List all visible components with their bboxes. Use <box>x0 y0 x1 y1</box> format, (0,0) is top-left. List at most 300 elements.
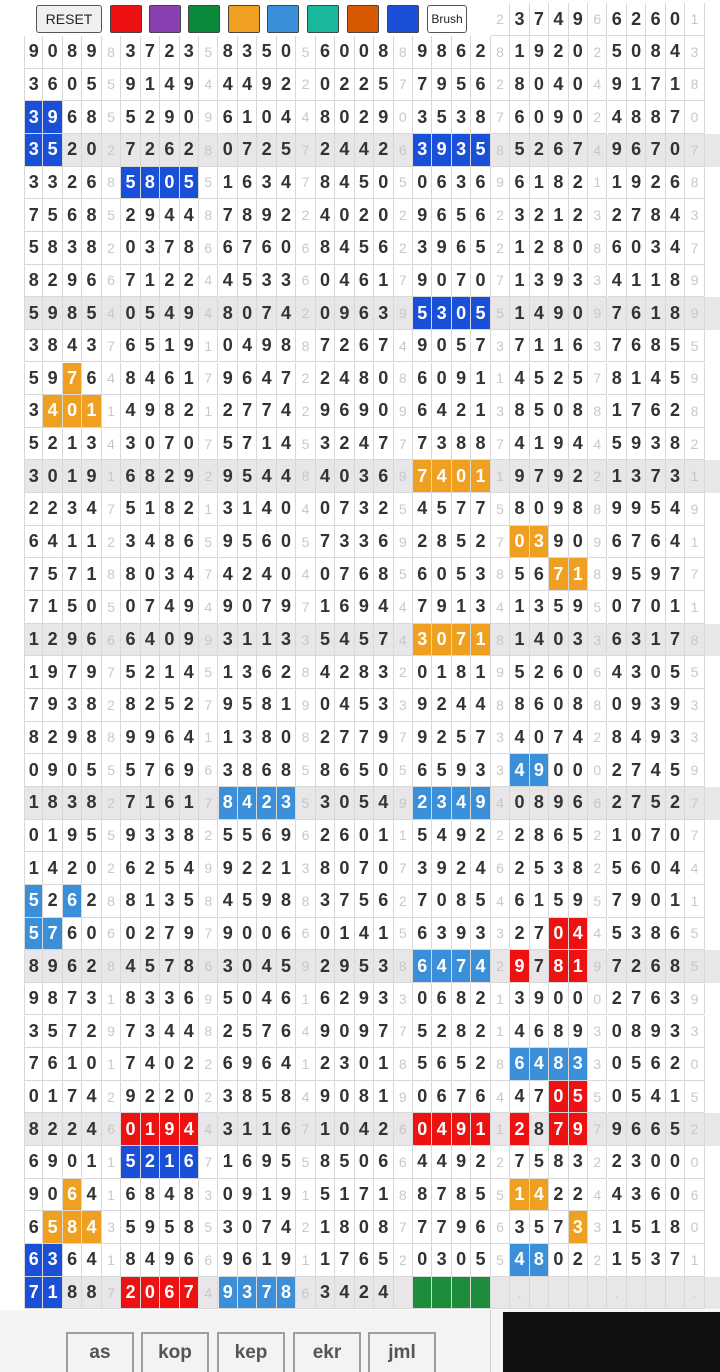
grid-cell[interactable]: 0 <box>374 199 393 232</box>
grid-cell[interactable]: 2 <box>43 493 62 526</box>
grid-cell[interactable]: 9 <box>180 754 199 787</box>
grid-cell[interactable]: 1 <box>510 297 529 330</box>
grid-cell[interactable]: 9 <box>63 820 82 853</box>
grid-cell[interactable]: 0 <box>316 918 335 951</box>
grid-cell[interactable]: 6 <box>82 624 101 657</box>
grid-cell[interactable]: 7 <box>219 199 238 232</box>
grid-cell[interactable]: 8 <box>685 624 704 657</box>
grid-cell[interactable]: 4 <box>82 1211 101 1244</box>
grid-cell[interactable]: 3 <box>219 754 238 787</box>
grid-cell[interactable]: 3 <box>141 820 160 853</box>
grid-cell[interactable]: 4 <box>238 787 257 820</box>
grid-cell[interactable]: 9 <box>685 363 704 396</box>
grid-cell[interactable]: 1 <box>180 787 199 820</box>
grid-cell[interactable]: 1 <box>608 395 627 428</box>
grid-cell[interactable]: 2 <box>43 1113 62 1146</box>
grid-cell[interactable]: 2 <box>180 689 199 722</box>
grid-cell[interactable]: 8 <box>238 1081 257 1114</box>
grid-cell[interactable]: 1 <box>646 265 665 298</box>
grid-cell[interactable]: 6 <box>491 852 510 885</box>
grid-cell[interactable]: 5 <box>666 330 685 363</box>
grid-cell[interactable]: 7 <box>394 722 413 755</box>
grid-cell[interactable]: 5 <box>121 101 140 134</box>
grid-cell[interactable]: 1 <box>277 689 296 722</box>
grid-cell[interactable]: 9 <box>219 526 238 559</box>
grid-cell[interactable]: 2 <box>588 852 607 885</box>
grid-cell[interactable]: 4 <box>510 363 529 396</box>
grid-cell[interactable]: 6 <box>608 526 627 559</box>
grid-cell[interactable]: 5 <box>296 754 315 787</box>
grid-cell[interactable]: 8 <box>316 232 335 265</box>
grid-cell[interactable]: 5 <box>238 885 257 918</box>
grid-cell[interactable]: 9 <box>432 591 451 624</box>
grid-cell[interactable]: 1 <box>491 1113 510 1146</box>
grid-cell[interactable]: 4 <box>296 493 315 526</box>
grid-cell[interactable]: 7 <box>316 526 335 559</box>
grid-cell[interactable]: 9 <box>549 526 568 559</box>
grid-cell[interactable]: 1 <box>471 656 490 689</box>
grid-cell[interactable]: 4 <box>432 950 451 983</box>
grid-cell[interactable]: 8 <box>257 722 276 755</box>
grid-cell[interactable]: 4 <box>666 36 685 69</box>
grid-cell[interactable]: 3 <box>24 330 43 363</box>
grid-cell[interactable]: 2 <box>24 493 43 526</box>
grid-cell[interactable]: 4 <box>355 1113 374 1146</box>
grid-cell[interactable]: 5 <box>219 820 238 853</box>
grid-cell[interactable]: 8 <box>82 689 101 722</box>
grid-cell[interactable]: 1 <box>374 1179 393 1212</box>
grid-cell[interactable]: 2 <box>471 526 490 559</box>
grid-cell[interactable]: 6 <box>82 265 101 298</box>
grid-cell[interactable]: 4 <box>491 787 510 820</box>
grid-cell[interactable]: 4 <box>335 265 354 298</box>
grid-cell[interactable]: 6 <box>24 1211 43 1244</box>
grid-cell[interactable]: 2 <box>141 689 160 722</box>
grid-cell[interactable]: 1 <box>335 918 354 951</box>
grid-cell[interactable]: 0 <box>627 232 646 265</box>
grid-cell[interactable]: 3 <box>627 656 646 689</box>
grid-cell[interactable]: 0 <box>277 36 296 69</box>
grid-cell[interactable]: 4 <box>569 428 588 461</box>
grid-cell[interactable]: 2 <box>141 101 160 134</box>
grid-cell[interactable]: 9 <box>180 330 199 363</box>
grid-cell[interactable]: 9 <box>296 689 315 722</box>
grid-cell[interactable]: 0 <box>588 983 607 1016</box>
grid-cell[interactable]: 4 <box>82 1113 101 1146</box>
grid-cell[interactable]: 2 <box>666 787 685 820</box>
grid-cell[interactable]: 6 <box>199 232 218 265</box>
grid-cell[interactable]: 9 <box>335 950 354 983</box>
grid-cell[interactable]: 4 <box>413 1146 432 1179</box>
grid-cell[interactable]: 2 <box>180 134 199 167</box>
grid-cell[interactable]: 6 <box>121 852 140 885</box>
grid-cell[interactable]: 0 <box>471 265 490 298</box>
grid-cell[interactable]: 0 <box>374 852 393 885</box>
grid-cell[interactable]: 1 <box>608 820 627 853</box>
grid-cell[interactable]: 2 <box>355 1277 374 1310</box>
grid-cell[interactable]: 3 <box>160 558 179 591</box>
grid-cell[interactable]: 7 <box>374 428 393 461</box>
grid-cell[interactable]: 7 <box>199 363 218 396</box>
grid-cell[interactable]: 0 <box>160 167 179 200</box>
grid-cell[interactable]: 1 <box>102 1048 121 1081</box>
grid-cell[interactable]: 4 <box>257 558 276 591</box>
grid-cell[interactable]: 7 <box>685 787 704 820</box>
grid-cell[interactable]: 3 <box>63 787 82 820</box>
grid-cell[interactable]: 4 <box>666 232 685 265</box>
grid-cell[interactable]: 9 <box>608 1113 627 1146</box>
grid-cell[interactable]: 3 <box>82 330 101 363</box>
grid-cell[interactable]: 7 <box>666 624 685 657</box>
grid-cell[interactable]: 5 <box>452 1048 471 1081</box>
grid-cell[interactable]: 9 <box>432 852 451 885</box>
grid-cell[interactable]: 2 <box>471 1016 490 1049</box>
grid-cell[interactable]: 7 <box>24 591 43 624</box>
grid-cell[interactable]: 5 <box>24 232 43 265</box>
grid-cell[interactable]: 2 <box>335 69 354 102</box>
grid-cell[interactable]: 5 <box>43 134 62 167</box>
grid-cell[interactable]: 8 <box>452 1179 471 1212</box>
grid-cell[interactable]: 7 <box>63 983 82 1016</box>
grid-cell[interactable]: 6 <box>452 232 471 265</box>
grid-cell[interactable]: 4 <box>82 1244 101 1277</box>
grid-cell[interactable]: 5 <box>491 1244 510 1277</box>
grid-cell[interactable]: 2 <box>199 1048 218 1081</box>
grid-cell[interactable]: 8 <box>685 395 704 428</box>
grid-cell[interactable]: 9 <box>452 1211 471 1244</box>
grid-cell[interactable]: 5 <box>238 820 257 853</box>
grid-cell[interactable]: 0 <box>355 820 374 853</box>
grid-cell[interactable]: 9 <box>413 36 432 69</box>
grid-cell[interactable]: 7 <box>491 101 510 134</box>
grid-cell[interactable]: 7 <box>627 754 646 787</box>
grid-cell[interactable]: 0 <box>63 754 82 787</box>
grid-cell[interactable]: 7 <box>141 754 160 787</box>
grid-cell[interactable]: 2 <box>277 69 296 102</box>
grid-cell[interactable]: 3 <box>277 787 296 820</box>
grid-cell[interactable]: 3 <box>24 1016 43 1049</box>
grid-cell[interactable]: 6 <box>355 558 374 591</box>
grid-cell[interactable]: 9 <box>82 460 101 493</box>
grid-cell[interactable]: 2 <box>569 199 588 232</box>
grid-cell[interactable]: 0 <box>432 363 451 396</box>
grid-cell[interactable]: 1 <box>608 460 627 493</box>
grid-cell[interactable]: 2 <box>569 1244 588 1277</box>
grid-cell[interactable]: 7 <box>63 363 82 396</box>
grid-cell[interactable]: 1 <box>102 1244 121 1277</box>
grid-cell[interactable]: 0 <box>82 1048 101 1081</box>
grid-cell[interactable]: 0 <box>257 101 276 134</box>
grid-cell[interactable]: 4 <box>219 558 238 591</box>
grid-cell[interactable]: 3 <box>588 1211 607 1244</box>
grid-cell[interactable]: 4 <box>452 787 471 820</box>
grid-cell[interactable]: 4 <box>257 983 276 1016</box>
grid-cell[interactable]: 9 <box>588 950 607 983</box>
grid-cell[interactable] <box>627 1277 646 1310</box>
grid-cell[interactable]: 9 <box>141 1211 160 1244</box>
grid-cell[interactable]: 9 <box>530 36 549 69</box>
grid-cell[interactable]: 7 <box>335 1244 354 1277</box>
grid-cell[interactable]: 2 <box>510 918 529 951</box>
grid-cell[interactable]: 7 <box>608 330 627 363</box>
grid-cell[interactable]: 1 <box>608 1244 627 1277</box>
grid-cell[interactable]: 9 <box>588 526 607 559</box>
grid-cell[interactable]: 6 <box>102 1113 121 1146</box>
grid-cell[interactable]: 3 <box>24 395 43 428</box>
grid-cell[interactable]: 9 <box>43 1146 62 1179</box>
grid-cell[interactable]: 6 <box>160 134 179 167</box>
grid-cell[interactable]: 6 <box>102 918 121 951</box>
grid-cell[interactable]: 5 <box>355 232 374 265</box>
grid-cell[interactable]: 1 <box>627 265 646 298</box>
color-swatch[interactable] <box>110 5 142 33</box>
grid-cell[interactable]: 8 <box>491 689 510 722</box>
grid-cell[interactable]: 9 <box>219 918 238 951</box>
grid-cell[interactable]: 6 <box>63 1244 82 1277</box>
grid-cell[interactable]: 1 <box>238 101 257 134</box>
grid-cell[interactable]: 7 <box>569 134 588 167</box>
grid-cell[interactable]: 2 <box>335 983 354 1016</box>
grid-cell[interactable]: 2 <box>452 852 471 885</box>
grid-cell[interactable]: 7 <box>394 69 413 102</box>
grid-cell[interactable]: 8 <box>588 558 607 591</box>
grid-cell[interactable]: 2 <box>63 167 82 200</box>
grid-cell[interactable]: 5 <box>608 852 627 885</box>
grid-cell[interactable]: 7 <box>257 591 276 624</box>
grid-cell[interactable]: 4 <box>471 950 490 983</box>
grid-cell[interactable]: 2 <box>608 787 627 820</box>
grid-cell-top[interactable]: 4 <box>549 3 568 36</box>
grid-cell[interactable]: 2 <box>355 199 374 232</box>
grid-cell[interactable]: 1 <box>219 167 238 200</box>
grid-cell[interactable]: 3 <box>413 624 432 657</box>
grid-cell[interactable]: 0 <box>510 787 529 820</box>
grid-cell[interactable]: 0 <box>646 1146 665 1179</box>
grid-cell[interactable]: 5 <box>24 363 43 396</box>
grid-cell[interactable]: 8 <box>549 167 568 200</box>
grid-cell-top[interactable]: 9 <box>569 3 588 36</box>
grid-cell[interactable]: 0 <box>238 983 257 1016</box>
grid-cell[interactable]: 3 <box>316 1277 335 1310</box>
grid-cell[interactable]: 4 <box>646 363 665 396</box>
grid-cell[interactable]: 5 <box>394 558 413 591</box>
grid-cell[interactable]: 4 <box>180 656 199 689</box>
grid-cell[interactable]: 8 <box>530 1244 549 1277</box>
grid-cell[interactable]: 1 <box>257 624 276 657</box>
grid-cell[interactable]: 2 <box>160 36 179 69</box>
grid-cell[interactable]: 3 <box>219 1211 238 1244</box>
grid-cell[interactable]: 9 <box>394 395 413 428</box>
grid-cell[interactable]: 4 <box>394 591 413 624</box>
grid-cell[interactable]: 8 <box>394 1048 413 1081</box>
grid-cell[interactable]: 5 <box>24 885 43 918</box>
grid-cell[interactable]: 5 <box>180 885 199 918</box>
grid-cell[interactable]: 7 <box>141 591 160 624</box>
grid-cell[interactable]: 7 <box>394 265 413 298</box>
grid-cell[interactable]: 1 <box>238 1113 257 1146</box>
grid-cell[interactable]: 0 <box>316 689 335 722</box>
grid-cell[interactable]: 4 <box>394 330 413 363</box>
grid-cell[interactable]: 5 <box>355 689 374 722</box>
grid-cell[interactable]: 9 <box>180 591 199 624</box>
grid-cell[interactable]: 8 <box>316 101 335 134</box>
grid-cell[interactable]: 7 <box>63 558 82 591</box>
grid-cell[interactable]: 1 <box>685 591 704 624</box>
grid-cell[interactable]: 5 <box>219 428 238 461</box>
grid-cell[interactable]: 5 <box>277 950 296 983</box>
grid-cell[interactable]: 0 <box>335 1081 354 1114</box>
tab-jml[interactable]: jml <box>368 1332 436 1372</box>
grid-cell[interactable]: 7 <box>355 722 374 755</box>
grid-cell[interactable]: 4 <box>588 134 607 167</box>
grid-cell[interactable]: 9 <box>63 722 82 755</box>
grid-cell[interactable]: 0 <box>413 167 432 200</box>
grid-cell[interactable]: 4 <box>257 460 276 493</box>
grid-cell[interactable]: 4 <box>335 134 354 167</box>
grid-cell[interactable]: 9 <box>43 297 62 330</box>
grid-cell[interactable]: 8 <box>608 722 627 755</box>
grid-cell[interactable]: 6 <box>238 1244 257 1277</box>
grid-cell[interactable]: 2 <box>316 363 335 396</box>
grid-cell[interactable]: 1 <box>530 885 549 918</box>
grid-cell[interactable]: 8 <box>24 265 43 298</box>
grid-cell[interactable]: 5 <box>82 754 101 787</box>
grid-cell[interactable]: 9 <box>627 428 646 461</box>
grid-cell[interactable]: 6 <box>82 167 101 200</box>
grid-cell[interactable]: 1 <box>63 460 82 493</box>
grid-cell[interactable]: 1 <box>277 852 296 885</box>
grid-cell[interactable]: 5 <box>43 1211 62 1244</box>
grid-cell[interactable]: 1 <box>471 1113 490 1146</box>
grid-cell[interactable]: 4 <box>316 199 335 232</box>
grid-cell[interactable]: 7 <box>199 558 218 591</box>
grid-cell[interactable]: 8 <box>452 428 471 461</box>
grid-cell[interactable]: 3 <box>43 1244 62 1277</box>
grid-cell[interactable]: 6 <box>432 199 451 232</box>
grid-cell[interactable]: 8 <box>510 689 529 722</box>
grid-cell[interactable]: 5 <box>491 1179 510 1212</box>
grid-cell[interactable]: 7 <box>588 1113 607 1146</box>
grid-cell[interactable]: 3 <box>646 689 665 722</box>
grid-cell[interactable]: 5 <box>82 69 101 102</box>
grid-cell[interactable]: 9 <box>530 754 549 787</box>
grid-cell[interactable]: 5 <box>296 36 315 69</box>
grid-cell[interactable]: 2 <box>569 1179 588 1212</box>
grid-cell[interactable]: 5 <box>335 1146 354 1179</box>
grid-cell[interactable]: 3 <box>219 493 238 526</box>
grid-cell[interactable]: 3 <box>432 428 451 461</box>
grid-cell[interactable]: 4 <box>63 330 82 363</box>
grid-cell[interactable]: 9 <box>569 1016 588 1049</box>
grid-cell[interactable]: 5 <box>646 787 665 820</box>
grid-cell[interactable]: 9 <box>549 787 568 820</box>
grid-cell[interactable]: 5 <box>43 199 62 232</box>
grid-cell[interactable]: 7 <box>432 1211 451 1244</box>
grid-cell[interactable]: 1 <box>530 428 549 461</box>
grid-cell[interactable]: 1 <box>491 1016 510 1049</box>
grid-cell[interactable]: 4 <box>180 852 199 885</box>
grid-cell[interactable]: 0 <box>374 395 393 428</box>
grid-cell[interactable]: 7 <box>160 232 179 265</box>
grid-cell[interactable]: 1 <box>374 1081 393 1114</box>
grid-cell[interactable]: 3 <box>374 983 393 1016</box>
grid-cell[interactable]: 2 <box>82 950 101 983</box>
grid-cell[interactable]: 4 <box>199 1113 218 1146</box>
grid-cell[interactable]: 0 <box>277 232 296 265</box>
grid-cell[interactable]: 0 <box>335 460 354 493</box>
grid-cell[interactable]: 9 <box>355 591 374 624</box>
grid-cell[interactable]: 8 <box>335 1211 354 1244</box>
grid-cell[interactable]: 3 <box>588 1016 607 1049</box>
grid-cell[interactable]: 4 <box>316 460 335 493</box>
grid-cell[interactable]: 2 <box>491 950 510 983</box>
grid-cell[interactable]: 6 <box>160 787 179 820</box>
grid-cell[interactable]: 0 <box>530 101 549 134</box>
grid-cell[interactable]: 5 <box>238 1016 257 1049</box>
grid-cell[interactable]: 6 <box>219 1048 238 1081</box>
grid-cell[interactable]: 3 <box>569 624 588 657</box>
grid-cell[interactable]: 0 <box>666 1179 685 1212</box>
grid-cell[interactable]: 5 <box>666 1113 685 1146</box>
grid-cell[interactable]: 9 <box>24 983 43 1016</box>
grid-cell[interactable]: 2 <box>102 787 121 820</box>
grid-cell[interactable]: 1 <box>569 950 588 983</box>
grid-cell[interactable]: 0 <box>394 101 413 134</box>
grid-cell[interactable]: 7 <box>43 918 62 951</box>
grid-cell[interactable]: 7 <box>296 1113 315 1146</box>
grid-cell[interactable]: 0 <box>588 754 607 787</box>
grid-cell[interactable]: 7 <box>238 395 257 428</box>
grid-cell[interactable]: 1 <box>141 885 160 918</box>
grid-cell[interactable]: 5 <box>277 134 296 167</box>
grid-cell[interactable]: 6 <box>63 101 82 134</box>
grid-cell[interactable]: 5 <box>685 950 704 983</box>
grid-cell[interactable]: 9 <box>43 656 62 689</box>
grid-cell[interactable]: 4 <box>491 591 510 624</box>
grid-cell[interactable]: 1 <box>43 820 62 853</box>
grid-cell[interactable]: 9 <box>316 395 335 428</box>
grid-cell[interactable]: 0 <box>238 918 257 951</box>
grid-cell[interactable]: 9 <box>219 852 238 885</box>
grid-cell-top[interactable]: 3 <box>510 3 529 36</box>
grid-cell[interactable]: 7 <box>452 493 471 526</box>
grid-cell[interactable]: 8 <box>180 232 199 265</box>
grid-cell[interactable]: 2 <box>102 232 121 265</box>
grid-cell[interactable]: 3 <box>141 1016 160 1049</box>
grid-cell[interactable]: 3 <box>355 526 374 559</box>
grid-cell[interactable]: 7 <box>413 591 432 624</box>
grid-cell[interactable]: 2 <box>102 689 121 722</box>
grid-cell[interactable]: 1 <box>510 36 529 69</box>
grid-cell[interactable]: 9 <box>199 624 218 657</box>
grid-cell[interactable]: 8 <box>355 656 374 689</box>
grid-cell[interactable]: 9 <box>452 820 471 853</box>
grid-cell[interactable]: 1 <box>471 460 490 493</box>
grid-cell[interactable]: 2 <box>121 1277 140 1310</box>
grid-cell[interactable]: 3 <box>316 428 335 461</box>
grid-cell[interactable]: 5 <box>141 330 160 363</box>
grid-cell[interactable]: 7 <box>394 852 413 885</box>
grid-cell[interactable]: 3 <box>452 167 471 200</box>
grid-cell[interactable]: 4 <box>685 852 704 885</box>
grid-cell[interactable]: 3 <box>413 232 432 265</box>
grid-cell[interactable]: 8 <box>141 460 160 493</box>
grid-cell[interactable]: 3 <box>199 1179 218 1212</box>
grid-cell[interactable]: 6 <box>219 232 238 265</box>
grid-cell[interactable]: 5 <box>452 330 471 363</box>
grid-cell[interactable] <box>530 1277 549 1310</box>
grid-cell[interactable]: 8 <box>219 36 238 69</box>
